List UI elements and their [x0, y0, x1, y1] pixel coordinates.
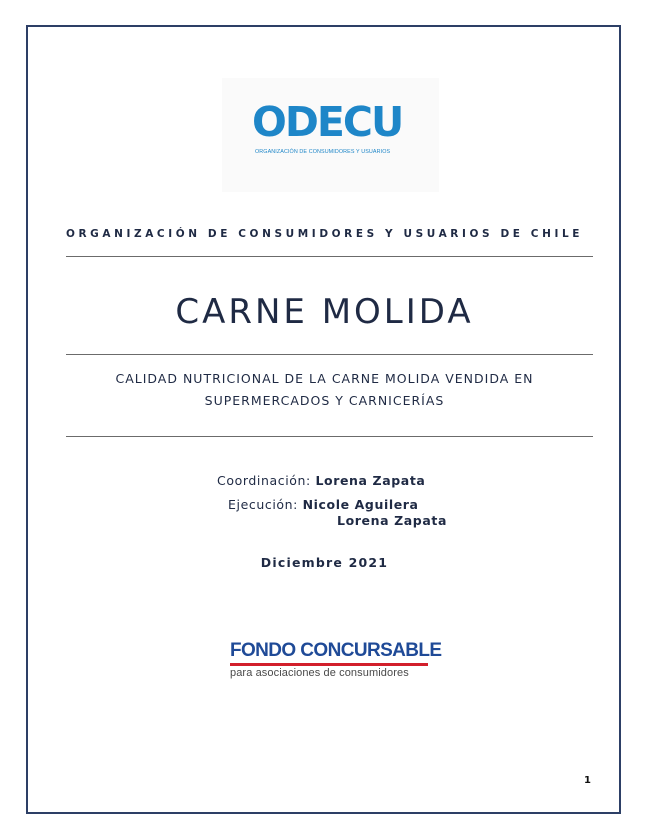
divider-middle [66, 354, 593, 355]
publication-date: Diciembre 2021 [260, 555, 389, 570]
page-number: 1 [584, 775, 591, 786]
odecu-logo [222, 78, 439, 192]
odecu-logo-subtitle: ORGANIZACIÓN DE CONSUMIDORES Y USUARIOS [255, 149, 391, 155]
fondo-concursable-logo [230, 640, 442, 680]
execution-label: Ejecución: [228, 497, 298, 512]
subtitle-line-2: SUPERMERCADOS Y CARNICERÍAS [204, 393, 445, 408]
execution-name-1: Nicole Aguilera [302, 497, 419, 512]
fondo-logo-rule [230, 663, 428, 666]
coordination-credit [217, 473, 425, 488]
execution-credit-continued [337, 513, 447, 528]
document-subtitle [80, 368, 569, 412]
divider-top [66, 256, 593, 257]
organization-name: ORGANIZACIÓN DE CONSUMIDORES Y USUARIOS DE CHILE [65, 228, 584, 240]
subtitle-line-1: CALIDAD NUTRICIONAL DE LA CARNE MOLIDA VENDIDA EN [115, 371, 534, 386]
document-title: CARNE MOLIDA [175, 292, 474, 332]
divider-bottom [66, 436, 593, 437]
execution-credit [228, 497, 419, 512]
coordination-label: Coordinación: [217, 473, 311, 488]
coordination-name: Lorena Zapata [315, 473, 426, 488]
fondo-logo-title: FONDO CONCURSABLE [230, 640, 442, 661]
fondo-logo-subtitle: para asociaciones de consumidores [230, 667, 409, 679]
execution-name-2: Lorena Zapata [337, 513, 447, 528]
odecu-logo-text: ODECU [252, 98, 403, 146]
